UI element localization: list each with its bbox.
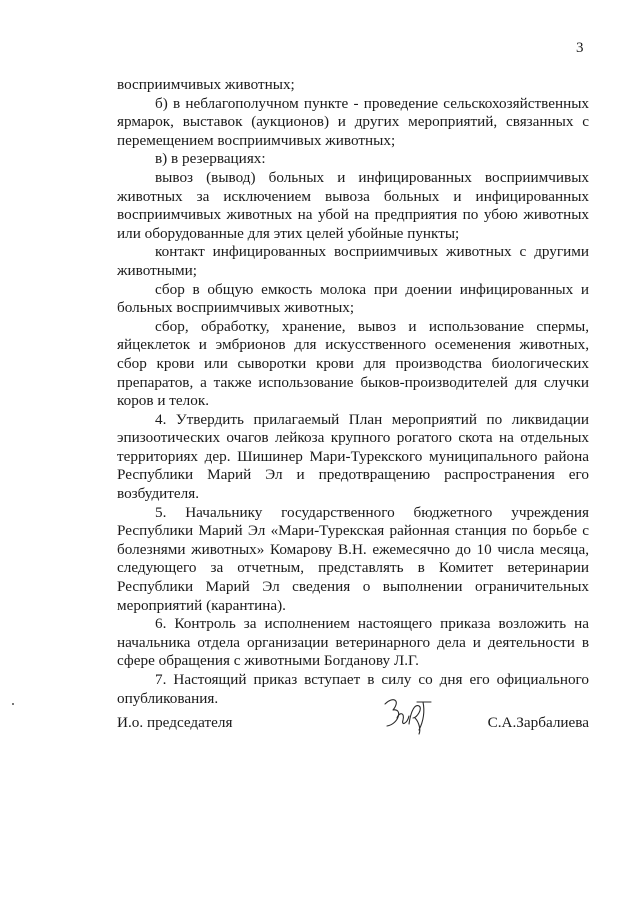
signatory-name: С.А.Зарбалиева [487, 714, 589, 731]
paragraph: в) в резервациях: [155, 150, 266, 168]
handwritten-signature [379, 694, 433, 736]
paragraph: 6. Контроль за исполнением настоящего приказа возложить на начальника отдела организации ветеринарного дела и деятельности в сфере обращения с животными Богданову Л.Г. [117, 615, 589, 670]
paragraph: восприимчивых животных; [117, 76, 295, 93]
signatory-title: И.о. председателя [117, 714, 233, 731]
paragraph: 4. Утвердить прилагаемый План мероприятий по ликвидации эпизоотических очагов лейкоза крупного рогатого скота на отдельных территориях дер. Шишинер Мари-Турекского муниципального района Республики Марий Эл и предотвращению распространения его возбудителя. [117, 410, 589, 503]
paragraph: вывоз (вывод) больных и инфицированных восприимчивых животных за исключением вывоза больных и инфицированных восприимчивых животных на убой на предприятия по убою животных или оборудованные для этих целей убойные пункты; [117, 168, 589, 242]
paragraph: сбор, обработку, хранение, вывоз и использование спермы, яйцеклеток и эмбрионов для искусственного осеменения животных, сбор крови или сыворотки крови для производства биологических препаратов, а также использование быков-производителей для случки коров и телок. [117, 317, 589, 410]
paragraph: 7. Настоящий приказ вступает в силу со дня его официального опубликования. [117, 671, 589, 707]
paragraph: б) в неблагополучном пункте - проведение сельскохозяйственных ярмарок, выставок (аукционов) и других мероприятий, связанных с перемещением восприимчивых животных; [117, 94, 589, 149]
paragraph: 5. Начальнику государственного бюджетного учреждения Республики Марий Эл «Мари-Турекская районная станция по борьбе с болезнями животных» Комарову В.Н. ежемесячно до 10 числа месяца, следующего за отчетным, представлять в Комитет ветеринарии Республики Марий Эл сведения о выполнении ограничительных мероприятий (карантина). [117, 503, 589, 614]
paragraph: контакт инфицированных восприимчивых животных с другими животными; [117, 243, 589, 279]
margin-mark [12, 703, 14, 705]
paragraph: сбор в общую емкость молока при доении инфицированных и больных восприимчивых животных; [117, 280, 589, 317]
document-body [117, 76, 589, 708]
page-number: 3 [576, 40, 584, 56]
